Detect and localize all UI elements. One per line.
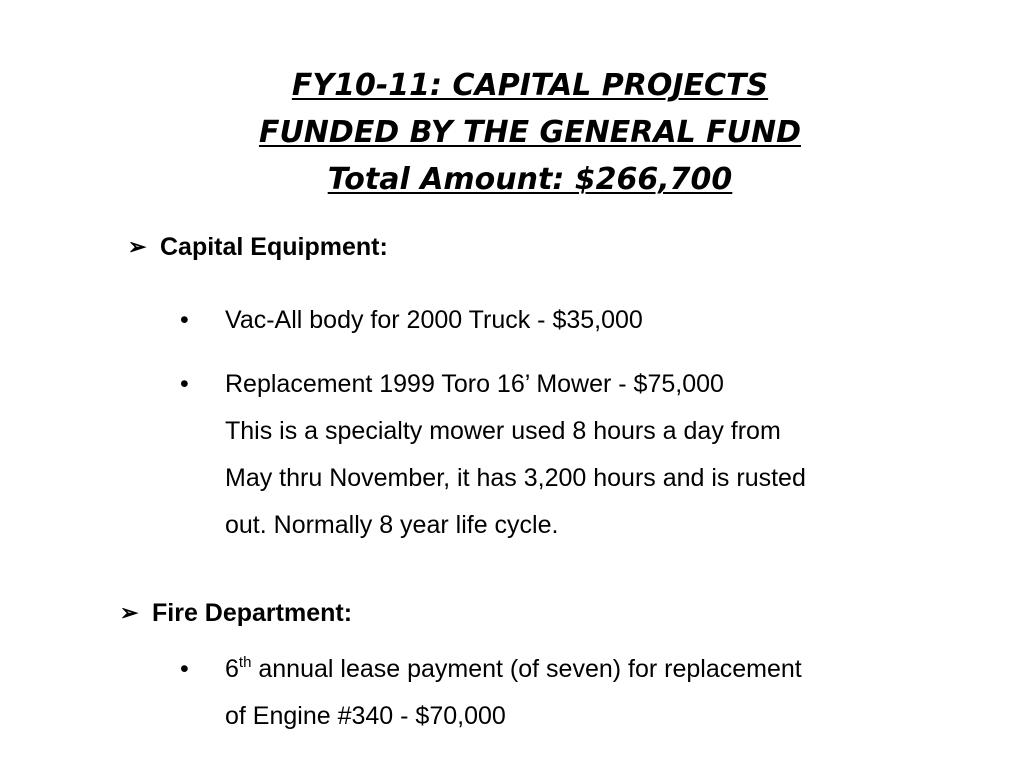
title-total-amount: Total Amount: $266,700 [327,162,733,197]
list-item-description-line: of Engine #340 - $70,000 [225,702,506,730]
list-item-text: annual lease payment (of seven) for replacement [251,655,802,683]
section-heading-capital-equipment [128,232,388,262]
lease-ordinal-number: 6 [225,655,239,683]
list-item-description-line: May thru November, it has 3,200 hours and is rusted [225,464,806,492]
section-heading-fire-department [120,598,352,628]
title-line-1: FY10-11: CAPITAL PROJECTS [291,68,769,103]
title-line-2: FUNDED BY THE GENERAL FUND [258,115,802,150]
ordinal-suffix: th [238,654,252,671]
bullet-icon: • [180,306,189,334]
arrow-bullet-icon: ➢ [128,234,147,259]
list-item-description-line: This is a specialty mower used 8 hours a day from [225,417,781,445]
list-item-engine-lease [180,646,980,740]
bullet-icon: • [180,655,189,683]
slide-title [0,62,1024,203]
section-heading-label: Capital Equipment: [160,233,388,261]
list-item-description-line: out. Normally 8 year life cycle. [225,511,559,539]
arrow-bullet-icon: ➢ [120,600,139,625]
list-item-text: Vac-All body for 2000 Truck - $35,000 [225,306,643,334]
bullet-icon: • [180,370,189,398]
section-heading-label: Fire Department: [152,599,353,627]
list-item-mower [180,361,980,549]
list-item-vac-all [180,297,980,344]
list-item-text: Replacement 1999 Toro 16’ Mower - $75,000 [225,370,724,398]
